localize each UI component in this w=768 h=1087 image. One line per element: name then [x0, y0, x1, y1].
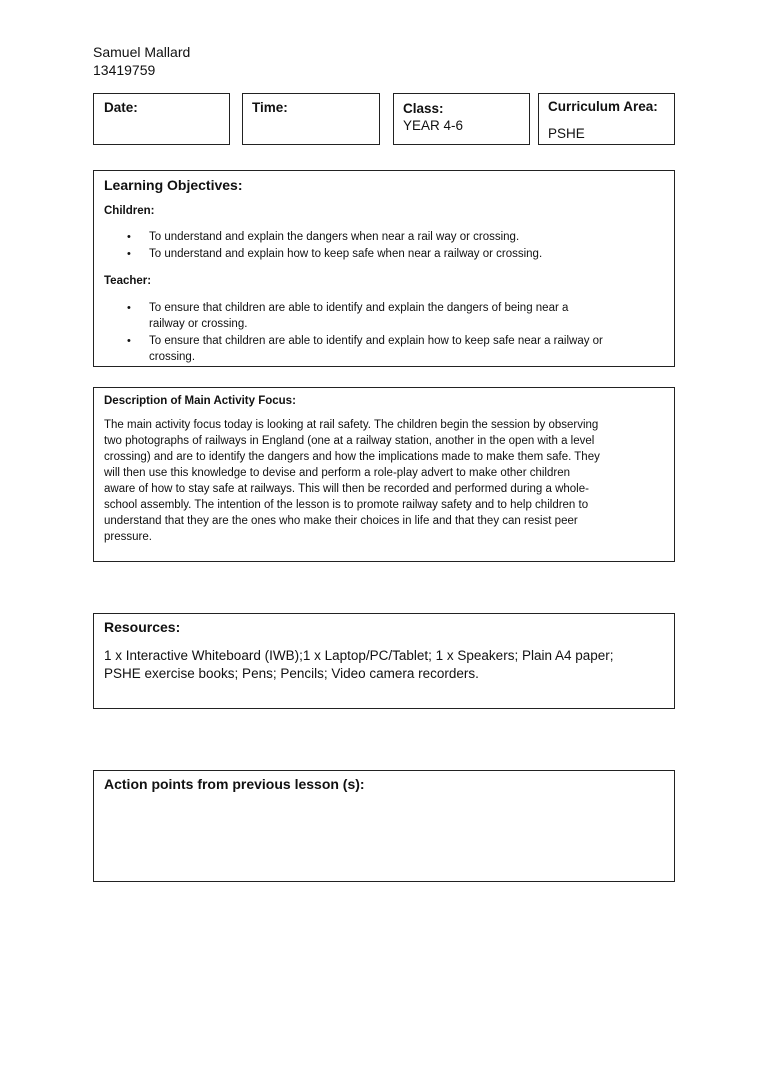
- description-line: school assembly. The intention of the lesson is to promote railway safety and to help children to: [104, 499, 589, 511]
- curriculum-box: [538, 93, 675, 145]
- student-id: 13419759: [93, 62, 156, 78]
- description-line: crossing) and are to identify the dangers and how the implications made to make them safe. They: [104, 451, 600, 463]
- children-label: Children:: [104, 205, 155, 217]
- resources-line: 1 x Interactive Whiteboard (IWB);1 x Laptop/PC/Tablet; 1 x Speakers; Plain A4 paper;: [104, 648, 614, 663]
- curriculum-label: Curriculum Area:: [548, 99, 658, 114]
- children-objective: To understand and explain the dangers when near a rail way or crossing.: [149, 231, 520, 243]
- description-line: will then use this knowledge to devise and perform a role-play advert to make other children: [104, 467, 570, 479]
- time-label: Time:: [252, 100, 288, 115]
- resources-line: PSHE exercise books; Pens; Pencils; Video camera recorders.: [104, 666, 479, 681]
- time-box: [242, 93, 380, 145]
- date-label: Date:: [104, 100, 138, 115]
- class-box: [393, 93, 530, 145]
- bullet-icon: •: [127, 231, 131, 243]
- teacher-objective: To ensure that children are able to identify and explain the dangers of being near a: [149, 302, 569, 314]
- action-points-box: [93, 770, 675, 882]
- description-line: understand that they are the ones who make their choices in life and that they can resist peer: [104, 515, 578, 527]
- resources-title: Resources:: [104, 619, 181, 635]
- description-box: [93, 387, 675, 562]
- date-box: [93, 93, 230, 145]
- description-line: The main activity focus today is looking at rail safety. The children begin the session by observing: [104, 419, 599, 431]
- teacher-objective: railway or crossing.: [149, 318, 248, 330]
- children-objective: To understand and explain how to keep safe when near a railway or crossing.: [149, 248, 543, 260]
- action-points-title: Action points from previous lesson (s):: [104, 776, 365, 792]
- teacher-objective: crossing.: [149, 351, 196, 363]
- description-title: Description of Main Activity Focus:: [104, 395, 296, 407]
- curriculum-value: PSHE: [548, 126, 585, 141]
- resources-box: [93, 613, 675, 709]
- class-label: Class:: [403, 101, 444, 116]
- learning-objectives-box: [93, 170, 675, 367]
- description-line: two photographs of railways in England (one at a railway station, another in the open with a level: [104, 435, 595, 447]
- teacher-objective: To ensure that children are able to identify and explain how to keep safe near a railway or: [149, 335, 603, 347]
- teacher-label: Teacher:: [104, 275, 152, 287]
- objectives-title: Learning Objectives:: [104, 177, 243, 193]
- description-line: aware of how to stay safe at railways. This will then be recorded and performed during a whole-: [104, 483, 589, 495]
- description-line: pressure.: [104, 531, 152, 543]
- author-name: Samuel Mallard: [93, 44, 191, 60]
- class-value: YEAR 4-6: [403, 118, 464, 133]
- bullet-icon: •: [127, 302, 131, 314]
- bullet-icon: •: [127, 248, 131, 260]
- bullet-icon: •: [127, 335, 131, 347]
